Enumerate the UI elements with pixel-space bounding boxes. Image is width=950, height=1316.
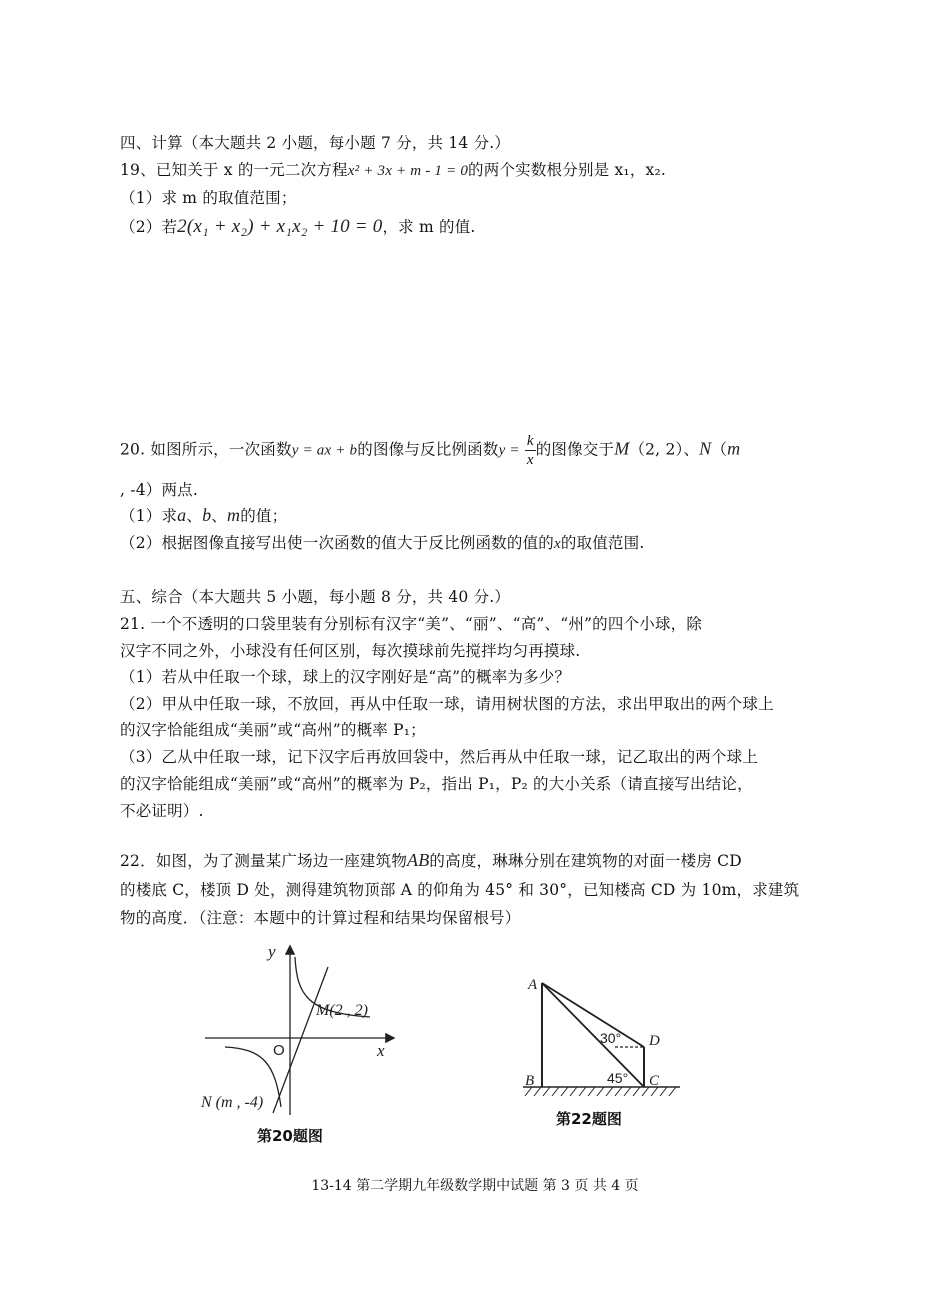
q20-a: a (177, 505, 187, 525)
q20-part-2 (120, 531, 644, 553)
q19-part-1: （1）求 m 的取值范围； (120, 189, 297, 207)
q19-pre-text: 19、已知关于 x 的一元二次方程 (120, 161, 348, 179)
q20-part1-pre: （1）求 (120, 507, 178, 525)
page-footer: 13-14 第二学期九年级数学期中试题 第 3 页 共 4 页 (311, 1178, 639, 1194)
line-AD (542, 983, 644, 1047)
q20-fraction (525, 432, 536, 469)
linear-function-line (273, 967, 328, 1113)
q20-x: x (553, 536, 561, 552)
figure-20 (195, 935, 410, 1125)
point-M-label: M(2 , 2) (316, 1002, 368, 1019)
q20-M: M (614, 438, 630, 459)
figure-22-caption: 第22题图 (556, 1110, 622, 1128)
y-axis-label: y (268, 942, 276, 961)
q19-equation: x² + 3x + m - 1 = 0 (347, 163, 469, 179)
q20-M-coords: （2, 2）、 (629, 440, 700, 459)
x-axis-label: x (377, 1041, 385, 1060)
q22-line-2: 的楼底 C，楼顶 D 处，测得建筑物顶部 A 的仰角为 45° 和 30°，已知楼高 CD 为 10m，求建筑 (120, 881, 800, 899)
q21-part-1: （1）若从中任取一个球，球上的汉字刚好是“高”的概率为多少？ (120, 668, 571, 686)
q20-mid: 的图像与反比例函数 (357, 440, 499, 459)
label-D: D (649, 1033, 660, 1049)
q20-sep2: 、 (211, 507, 227, 525)
figure-20-caption: 第20题图 (257, 1127, 323, 1145)
q20-pre: 20. 如图所示，一次函数 (120, 440, 292, 459)
q20-post: 的图像交于 (535, 440, 615, 459)
q20-part1-post: 的值； (240, 507, 288, 525)
q20-line-2: , -4）两点. (120, 481, 198, 499)
angle-30-label: 30° (600, 1030, 622, 1046)
q20-sep1: 、 (186, 507, 203, 525)
q20-part-1 (120, 504, 287, 526)
q22-AB: AB (407, 850, 430, 870)
q19-part2-post: ，求 m 的值. (382, 218, 476, 236)
q20-part2-pre: （2）根据图像直接写出使一次函数的值大于反比例函数的值的 (120, 534, 554, 552)
q22-line-1 (120, 849, 742, 871)
q19-post-text: 的两个实数根分别是 x₁，x₂. (468, 161, 667, 179)
q21-line-2: 汉字不同之外，小球没有任何区别，每次摸球前先搅拌均匀再摸球. (120, 642, 581, 660)
q20-y-eq: y = (498, 442, 520, 459)
q19-stem (120, 158, 666, 180)
q22-l1-pre: 22．如图，为了测量某广场边一座建筑物 (120, 852, 408, 870)
q20-frac-num: k (526, 433, 534, 449)
q20-N: N (699, 438, 712, 459)
q21-part-3-line-3: 不必证明）. (120, 802, 204, 820)
q21-part-2-line-2: 的汉字恰能组成“美丽”或“高州”的概率 P₁； (120, 721, 426, 739)
q20-frac-den: x (526, 452, 534, 468)
q20-linear-eq: y = ax + b (291, 442, 358, 459)
figure-22 (515, 965, 690, 1105)
point-N-label: N (m , -4) (201, 1094, 264, 1111)
label-A: A (528, 977, 538, 993)
q20-N-open: （ (711, 440, 728, 459)
label-B: B (525, 1073, 535, 1089)
origin-label: O (273, 1042, 285, 1059)
q20-b: b (202, 505, 212, 525)
q21-line-1: 21. 一个不透明的口袋里装有分别标有汉字“美”、“丽”、“高”、“州”的四个小球，除 (120, 615, 703, 633)
section-5-header: 五、综合（本大题共 5 小题，每小题 8 分，共 40 分.） (120, 588, 511, 606)
q22-l1-post: 的高度，琳琳分别在建筑物的对面一楼房 CD (429, 852, 742, 870)
q19-part2-equation: 2(x₁ + x₂) + x₁x₂ + 10 = 0 (177, 216, 383, 237)
q19-part2-pre: （2）若 (120, 218, 178, 236)
q20-part2-post: 的取值范围. (560, 534, 645, 552)
q21-part-3-line-2: 的汉字恰能组成“美丽”或“高州”的概率为 P₂，指出 P₁，P₂ 的大小关系（请直接写出结论， (120, 775, 753, 793)
q19-part-2 (120, 215, 476, 238)
q20-m: m (727, 438, 741, 459)
angle-45-label: 45° (607, 1070, 629, 1086)
q21-part-2-line-1: （2）甲从中任取一球，不放回，再从中任取一球，请用树状图的方法，求出甲取出的两个球上 (120, 695, 774, 713)
q22-line-3: 物的高度．（注意：本题中的计算过程和结果均保留根号） (120, 909, 521, 927)
q20-stem (120, 432, 740, 469)
q20-m2: m (226, 505, 241, 525)
label-C: C (649, 1073, 660, 1089)
q21-part-3-line-1: （3）乙从中任取一球，记下汉字后再放回袋中，然后再从中任取一球，记乙取出的两个球上 (120, 748, 759, 766)
line-AC (542, 983, 644, 1087)
section-4-header: 四、计算（本大题共 2 小题，每小题 7 分，共 14 分.） (120, 134, 511, 152)
